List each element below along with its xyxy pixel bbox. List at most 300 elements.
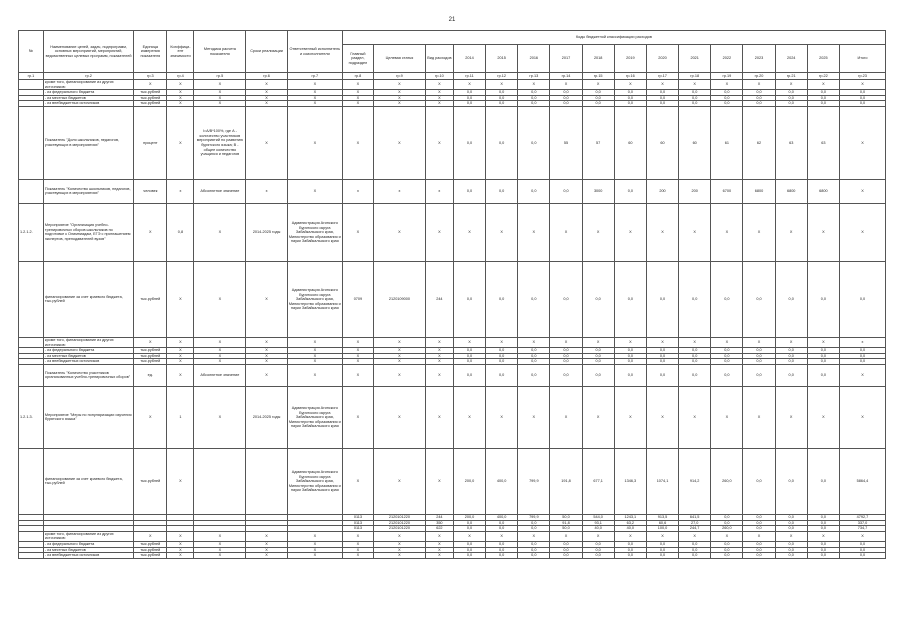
table-cell: 0,0 (614, 364, 646, 386)
table-cell: 0,0 (518, 541, 550, 547)
table-cell: 0,0 (743, 520, 775, 526)
table-cell: Х (373, 547, 425, 553)
table-cell: Х (194, 90, 246, 96)
table-cell: тыс.рублей (134, 359, 167, 365)
table-cell: 0,0 (775, 553, 807, 559)
table-cell: 60,6 (646, 520, 678, 526)
table-cell: 0,0 (550, 90, 582, 96)
table-cell: 0,0 (839, 553, 885, 559)
table-cell: Х (425, 90, 453, 96)
table-cell: 1243,1 (614, 514, 646, 520)
table-cell: Х (711, 203, 743, 261)
table-cell: тыс.рублей (134, 448, 167, 514)
table-cell: 6700 (711, 179, 743, 203)
table-cell: 3000 (582, 179, 614, 203)
table-cell: 0,0 (518, 353, 550, 359)
table-row (19, 364, 886, 386)
table-cell: х (246, 179, 288, 203)
table-cell: 1346,3 (614, 448, 646, 514)
table-cell: тыс.рублей (134, 547, 167, 553)
table-cell: Х (711, 386, 743, 448)
table-cell: 0,0 (775, 95, 807, 101)
table-cell: 0,0 (775, 359, 807, 365)
table-cell (194, 448, 246, 514)
table-cell: Х (194, 95, 246, 101)
table-cell: Х (807, 203, 839, 261)
table-cell: Х (614, 80, 646, 90)
table-cell (19, 553, 44, 559)
table-cell: 0,0 (807, 261, 839, 337)
table-cell: Х (550, 80, 582, 90)
table-cell: 0,0 (807, 95, 839, 101)
column-number-cell: гр.13 (518, 73, 550, 80)
table-cell: - из федерального бюджета (43, 348, 133, 354)
table-row (19, 261, 886, 337)
table-cell: 260,0 (711, 526, 743, 532)
table-cell: 0,0 (582, 541, 614, 547)
table-cell: Х (167, 553, 194, 559)
header-unit: Единица измерения показателя (134, 31, 167, 73)
column-number-cell: гр.14 (550, 73, 582, 80)
table-cell: 0,0 (775, 547, 807, 553)
table-cell: 0113 (342, 526, 373, 532)
table-cell: Х (373, 203, 425, 261)
column-number-cell: гр.12 (486, 73, 518, 80)
table-cell: 0,0 (550, 179, 582, 203)
header-year: 2017 (550, 45, 582, 73)
table-cell: 0,0 (453, 541, 485, 547)
table-cell: 0,0 (453, 520, 485, 526)
table-cell: 0,0 (711, 101, 743, 107)
table-cell: 0,0 (582, 553, 614, 559)
table-cell: 0,0 (839, 261, 885, 337)
table-cell: Х (743, 386, 775, 448)
table-cell: Х (194, 386, 246, 448)
table-cell: Х (453, 80, 485, 90)
table-cell: Х (614, 337, 646, 347)
table-cell: 0,0 (646, 95, 678, 101)
table-cell: 0,0 (486, 106, 518, 179)
table-cell: 0,0 (807, 541, 839, 547)
table-cell: финансирование за счет краевого бюджета, тыс.рублей (43, 261, 133, 337)
table-cell: Х (550, 337, 582, 347)
table-cell: 0,0 (711, 359, 743, 365)
table-cell: Х (425, 448, 453, 514)
table-cell: Х (246, 261, 288, 337)
table-cell: 0,0 (453, 547, 485, 553)
column-number-cell: гр.19 (711, 73, 743, 80)
table-cell: Х (453, 203, 485, 261)
column-number-cell: гр.18 (679, 73, 711, 80)
table-cell (19, 531, 44, 541)
table-cell: Х (194, 101, 246, 107)
table-cell: Х (614, 531, 646, 541)
table-cell: 0,0 (518, 553, 550, 559)
table-cell: 0,0 (453, 179, 485, 203)
table-cell: 0,0 (839, 541, 885, 547)
table-cell: 0,0 (743, 541, 775, 547)
table-cell: 0,0 (711, 541, 743, 547)
table-cell: 0,0 (775, 448, 807, 514)
table-cell: 0,0 (646, 353, 678, 359)
column-number-cell: гр.3 (134, 73, 167, 80)
table-cell: 799,9 (518, 514, 550, 520)
column-number-cell: гр.17 (646, 73, 678, 80)
table-cell: 0,0 (453, 106, 485, 179)
table-cell: Х (373, 364, 425, 386)
table-cell: Х (167, 261, 194, 337)
table-cell: Мероприятие "Организация учебно-тренировочных сборов школьников по подготовке к Олимпиадам, ЕГЭ с приглашением экспертов, преподавателей вузов" (43, 203, 133, 261)
table-cell: 0,0 (711, 553, 743, 559)
table-cell (19, 80, 44, 90)
table-cell: Х (743, 337, 775, 347)
table-cell: 0,0 (807, 90, 839, 96)
table-cell: 260,0 (711, 448, 743, 514)
table-cell: 0,0 (775, 261, 807, 337)
column-number-cell: гр.8 (342, 73, 373, 80)
table-cell: 0,0 (453, 101, 485, 107)
table-cell: Х (373, 337, 425, 347)
table-cell: Х (342, 101, 373, 107)
table-cell: 1.2.1.2. (19, 203, 44, 261)
header-year: 2025 (807, 45, 839, 73)
table-cell: 2014-2025 годы (246, 386, 288, 448)
table-cell: Х (425, 553, 453, 559)
table-cell: 0,0 (679, 553, 711, 559)
table-cell: 0,0 (614, 95, 646, 101)
table-cell: 93,1 (582, 520, 614, 526)
table-cell: 0,0 (486, 541, 518, 547)
table-cell: 0,0 (582, 353, 614, 359)
table-cell: 2120101220 (373, 514, 425, 520)
table-cell: Х (839, 80, 885, 90)
table-cell: Х (486, 80, 518, 90)
table-cell: 0,0 (807, 364, 839, 386)
table-cell: Х (743, 531, 775, 541)
table-cell (19, 337, 44, 347)
table-cell: 0,0 (582, 547, 614, 553)
table-cell: Х (167, 359, 194, 365)
table-cell: 63 (807, 106, 839, 179)
table-cell: 0,0 (453, 359, 485, 365)
table-cell: 0,0 (679, 547, 711, 553)
header-row-1 (19, 31, 886, 45)
table-cell: х (373, 179, 425, 203)
table-cell: 0,0 (646, 261, 678, 337)
table-cell: 0,0 (486, 526, 518, 532)
table-cell: - из местных бюджетов (43, 547, 133, 553)
table-cell: 0,0 (711, 547, 743, 553)
table-cell: 0,0 (614, 547, 646, 553)
table-cell: Х (194, 203, 246, 261)
table-row (19, 106, 886, 179)
table-cell: 2120109000 (373, 261, 425, 337)
table-cell: - из местных бюджетов (43, 95, 133, 101)
table-cell: 0,0 (839, 353, 885, 359)
table-cell: 0,0 (711, 364, 743, 386)
table-cell: Х (167, 348, 194, 354)
header-code-main: Главный раздел, подраздел (342, 45, 373, 73)
table-cell: Мероприятие "Меры по популяризации изучения бурятского языка" (43, 386, 133, 448)
table-cell: финансирование за счет краевого бюджета, тыс.рублей (43, 448, 133, 514)
table-cell: Х (518, 203, 550, 261)
table-cell: 0,0 (518, 520, 550, 526)
header-year: 2014 (453, 45, 485, 73)
table-cell: 60 (614, 106, 646, 179)
table-cell: 244,7 (679, 526, 711, 532)
table-cell: 0,0 (614, 101, 646, 107)
table-cell: 4792,7 (839, 514, 885, 520)
table-cell: 0,0 (839, 547, 885, 553)
table-cell: Х (486, 386, 518, 448)
table-cell: 0,0 (807, 353, 839, 359)
table-cell: 0,0 (679, 90, 711, 96)
table-cell: Администрация Агинского Бурятского округа Забайкальского края, Министерство образования и науки Забайкальского края (287, 448, 342, 514)
table-cell: Х (342, 531, 373, 541)
table-cell: 544,0 (582, 514, 614, 520)
table-cell: Х (518, 80, 550, 90)
table-cell: Х (839, 179, 885, 203)
table-cell: 0,0 (518, 101, 550, 107)
table-cell: 0,0 (775, 353, 807, 359)
table-cell: Х (134, 386, 167, 448)
table-cell: Х (807, 337, 839, 347)
table-cell: Х (679, 386, 711, 448)
table-cell: Х (839, 386, 885, 448)
table-cell: - из федерального бюджета (43, 541, 133, 547)
table-cell: Х (646, 531, 678, 541)
table-cell: 0,0 (614, 359, 646, 365)
table-cell: Х (743, 80, 775, 90)
table-cell: Х (373, 531, 425, 541)
column-number-cell: гр.15 (582, 73, 614, 80)
table-cell: 0,0 (550, 553, 582, 559)
table-cell: 0,0 (775, 101, 807, 107)
header-coef: Коэффици-ент значимости (167, 31, 194, 73)
table-cell: Х (839, 364, 885, 386)
table-cell: 0,0 (775, 526, 807, 532)
table-cell: 200 (679, 179, 711, 203)
table-cell: Х (287, 547, 342, 553)
table-cell: 0,0 (807, 448, 839, 514)
table-cell: Х (194, 547, 246, 553)
table-cell: Х (425, 348, 453, 354)
table-cell: Х (373, 386, 425, 448)
table-cell: 0,0 (486, 364, 518, 386)
table-cell: 50,0 (550, 514, 582, 520)
table-cell: Х (550, 203, 582, 261)
table-cell: 2120101220 (373, 520, 425, 526)
table-cell: 0,0 (646, 348, 678, 354)
table-cell: 0,0 (775, 520, 807, 526)
table-cell: 0,0 (679, 101, 711, 107)
table-cell: 0,0 (550, 541, 582, 547)
table-cell: 0,0 (486, 101, 518, 107)
table-cell: 0,0 (486, 261, 518, 337)
table-cell: Х (167, 364, 194, 386)
table-cell: 0,0 (839, 348, 885, 354)
table-cell: 622 (425, 526, 453, 532)
table-cell: 0,0 (486, 348, 518, 354)
table-cell: 50,0 (550, 526, 582, 532)
header-responsible: Ответственный исполнитель и соисполнители (287, 31, 342, 73)
header-year: 2020 (646, 45, 678, 73)
table-cell: Х (425, 547, 453, 553)
table-cell: Х (167, 547, 194, 553)
header-code-target: Целевая статья (373, 45, 425, 73)
table-cell: Х (518, 337, 550, 347)
table-cell: 0,0 (614, 179, 646, 203)
table-cell: 60 (646, 106, 678, 179)
table-cell: Х (679, 531, 711, 541)
table-cell: Х (246, 80, 288, 90)
table-cell: Х (194, 353, 246, 359)
table-cell: 0,0 (453, 364, 485, 386)
table-cell: Х (134, 80, 167, 90)
column-number-cell: гр.10 (425, 73, 453, 80)
table-cell (19, 179, 44, 203)
table-cell: 57 (582, 106, 614, 179)
table-cell: 244 (425, 261, 453, 337)
table-cell: Х (582, 531, 614, 541)
table-cell (19, 448, 44, 514)
table-cell: 0,0 (807, 359, 839, 365)
table-cell: 0,0 (582, 359, 614, 365)
table-cell: Х (342, 547, 373, 553)
table-cell: Х (425, 364, 453, 386)
table-cell: Х (646, 203, 678, 261)
header-year: 2018 (582, 45, 614, 73)
table-cell: 0,0 (807, 101, 839, 107)
header-total: Итого (839, 45, 885, 73)
table-cell: Х (287, 364, 342, 386)
table-cell: 0,0 (646, 90, 678, 96)
table-cell: Х (425, 531, 453, 541)
table-cell: 200,0 (453, 514, 485, 520)
table-cell: Х (614, 386, 646, 448)
table-cell: 0,0 (582, 364, 614, 386)
table-cell (246, 448, 288, 514)
table-cell: 0,0 (646, 553, 678, 559)
table-cell: 244 (425, 514, 453, 520)
column-number-cell: гр.9 (373, 73, 425, 80)
table-cell: 0,0 (711, 514, 743, 520)
table-cell: 0,0 (679, 95, 711, 101)
table-cell: 0,0 (807, 547, 839, 553)
table-cell: 2120101220 (373, 526, 425, 532)
table-cell: 0,0 (582, 261, 614, 337)
table-cell: 60 (679, 106, 711, 179)
table-cell: 0,0 (582, 348, 614, 354)
table-cell: 0,0 (743, 526, 775, 532)
table-cell: Абсолютное значение (194, 179, 246, 203)
table-cell: Х (167, 448, 194, 514)
table-cell: 0,0 (550, 101, 582, 107)
table-cell: Х (453, 386, 485, 448)
table-cell (19, 364, 44, 386)
table-cell: тыс.рублей (134, 353, 167, 359)
table-cell: 0,0 (646, 359, 678, 365)
column-number-row (19, 73, 886, 80)
table-cell: Х (646, 80, 678, 90)
table-cell: Х (775, 337, 807, 347)
table-cell: Х (287, 359, 342, 365)
table-cell: 0,0 (743, 90, 775, 96)
table-cell: 55 (550, 106, 582, 179)
table-cell: 0,0 (743, 101, 775, 107)
column-number-cell: гр.22 (807, 73, 839, 80)
table-cell: 91,8 (550, 520, 582, 526)
table-cell: Х (134, 203, 167, 261)
table-cell: Х (342, 353, 373, 359)
table-cell: Х (425, 386, 453, 448)
table-cell: 1074,1 (646, 448, 678, 514)
table-cell: 0,0 (807, 514, 839, 520)
column-number-cell: гр.6 (246, 73, 288, 80)
table-cell: Х (425, 80, 453, 90)
table-cell: Х (373, 553, 425, 559)
column-number-cell: гр.23 (839, 73, 885, 80)
table-cell: Х (582, 203, 614, 261)
table-cell: 0,0 (486, 553, 518, 559)
table-cell: Х (342, 448, 373, 514)
table-cell: 27,0 (679, 520, 711, 526)
table-cell: Х (194, 80, 246, 90)
table-cell: 0,0 (679, 541, 711, 547)
table-cell: Х (167, 95, 194, 101)
table-cell: 0,0 (518, 526, 550, 532)
table-cell: 0,0 (614, 553, 646, 559)
table-cell: Х (194, 337, 246, 347)
table-cell: - из внебюджетных источников (43, 359, 133, 365)
table-cell: 2014-2025 годы (246, 203, 288, 261)
table-cell: Х (582, 80, 614, 90)
table-cell: Х (425, 359, 453, 365)
table-cell: 0,0 (711, 353, 743, 359)
table-cell: Х (246, 364, 288, 386)
table-cell: 0,0 (453, 553, 485, 559)
program-finance-table (18, 30, 886, 559)
table-cell: 0,0 (486, 179, 518, 203)
table-cell: Х (373, 80, 425, 90)
header-year: 2021 (679, 45, 711, 73)
header-no: № (19, 31, 44, 73)
table-cell: Х (646, 337, 678, 347)
table-cell: 0,8 (167, 203, 194, 261)
table-cell: 0,0 (775, 90, 807, 96)
table-cell: Показатель "Количество школьников, педагогов, участвующих в мероприятиях" (43, 179, 133, 203)
column-number-cell: гр.11 (453, 73, 485, 80)
table-cell: Х (711, 337, 743, 347)
column-number-cell: гр.4 (167, 73, 194, 80)
header-year: 2015 (486, 45, 518, 73)
table-cell: Х (711, 531, 743, 541)
table-row (19, 531, 886, 541)
table-cell: 6800 (807, 179, 839, 203)
table-cell: Х (807, 80, 839, 90)
header-code-type: Вид расходов (425, 45, 453, 73)
table-cell: 0,0 (775, 514, 807, 520)
table-cell: Х (453, 337, 485, 347)
table-cell: Х (425, 106, 453, 179)
table-cell: 0,0 (711, 95, 743, 101)
table-cell: Х (134, 531, 167, 541)
table-cell: Х (373, 90, 425, 96)
table-cell: 62 (743, 106, 775, 179)
table-cell: Х (373, 95, 425, 101)
table-cell: х (425, 179, 453, 203)
column-number-cell: гр.2 (43, 73, 133, 80)
